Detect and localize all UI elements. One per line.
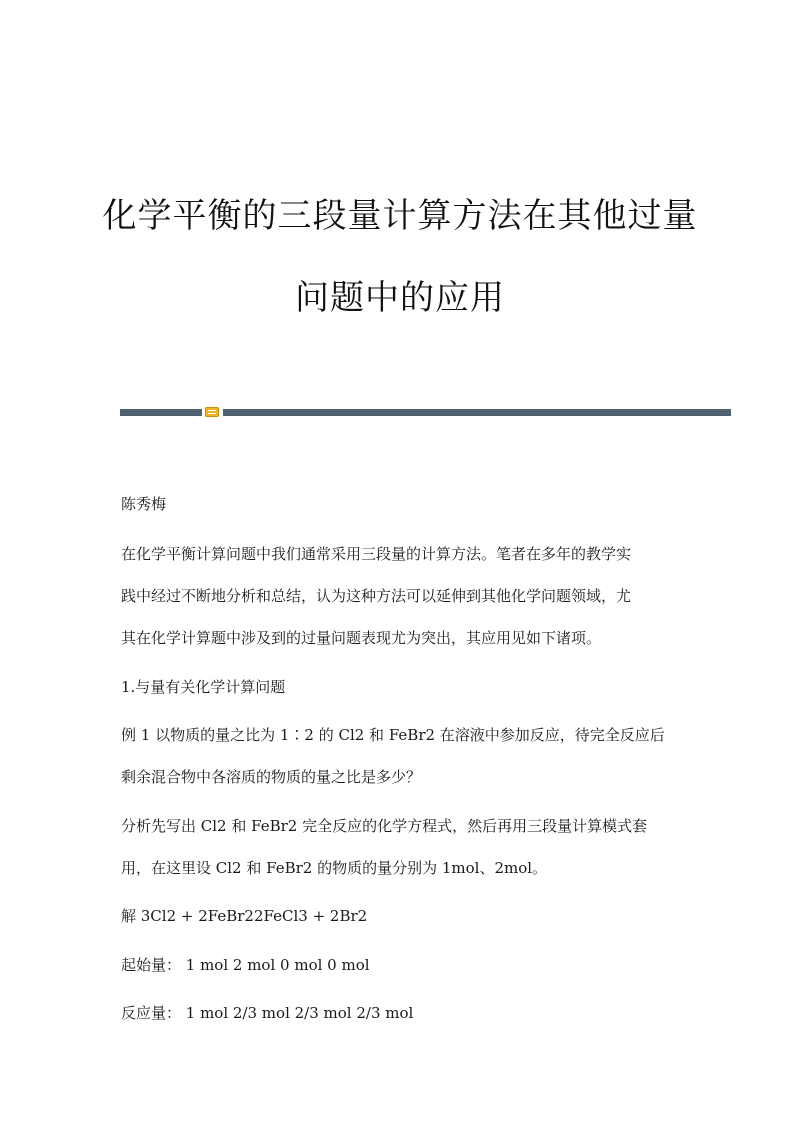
divider-left — [120, 409, 202, 416]
paragraph-line: 分析先写出 Cl2 和 FeBr2 完全反应的化学方程式，然后再用三段量计算模式套 — [121, 817, 648, 835]
paragraph-line: 剩余混合物中各溶质的物质的量之比是多少？ — [121, 768, 422, 786]
title-line-1: 化学平衡的三段量计算方法在其他过量 — [102, 196, 698, 236]
section-heading: 1.与量有关化学计算问题 — [121, 678, 286, 696]
title-line-2: 问题中的应用 — [295, 278, 505, 318]
paragraph-line: 例 1 以物质的量之比为 1∶2 的 Cl2 和 FeBr2 在溶液中参加反应，待完全反应后 — [121, 726, 665, 744]
equation-line: 解 3Cl2 + 2FeBr22FeCl3 + 2Br2 — [121, 907, 368, 925]
document-icon — [205, 407, 219, 417]
equation-line: 反应量： 1 mol 2/3 mol 2/3 mol 2/3 mol — [121, 1004, 414, 1022]
paragraph-line: 在化学平衡计算问题中我们通常采用三段量的计算方法。笔者在多年的教学实 — [121, 545, 632, 563]
divider-right — [223, 409, 731, 416]
author: 陈秀梅 — [121, 495, 167, 513]
paragraph-line: 其在化学计算题中涉及到的过量问题表现尤为突出，其应用见如下诸项。 — [121, 629, 602, 647]
paragraph-line: 用，在这里设 Cl2 和 FeBr2 的物质的量分别为 1mol、2mol。 — [121, 859, 548, 877]
equation-line: 起始量： 1 mol 2 mol 0 mol 0 mol — [121, 956, 370, 974]
paragraph-line: 践中经过不断地分析和总结，认为这种方法可以延伸到其他化学问题领域，尤 — [121, 587, 632, 605]
